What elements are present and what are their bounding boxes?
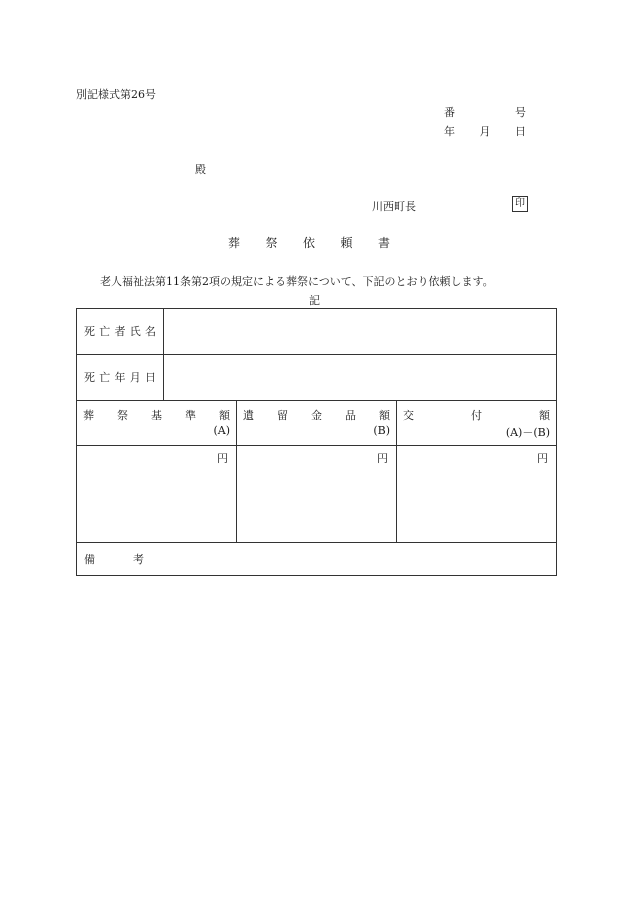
label-char: 名 [145, 325, 156, 338]
label-char: 額 [379, 409, 390, 422]
funeral-standard-label [83, 407, 230, 423]
label-char: 亡 [99, 371, 111, 384]
label-char: 祭 [117, 409, 128, 422]
grant-amount-field[interactable] [397, 446, 557, 543]
yen-unit: 円 [537, 452, 549, 465]
label-char: 備 [84, 553, 95, 566]
title-char: 祭 [265, 236, 278, 250]
document-title [228, 234, 390, 251]
number-suffix: 号 [515, 106, 526, 119]
label-char: 死 [84, 325, 95, 338]
remarks-label [77, 543, 144, 567]
estate-amount-field[interactable] [237, 446, 397, 543]
label-char: 額 [219, 409, 230, 422]
funeral-standard-header [77, 401, 237, 446]
label-char: 者 [114, 325, 126, 338]
label-char: 付 [471, 409, 482, 422]
yen-unit: 円 [217, 452, 228, 465]
request-form-table [76, 308, 557, 576]
label-char: 月 [129, 371, 141, 384]
estate-sub: (B) [373, 424, 390, 437]
form-number: 別記様式第26号 [76, 88, 156, 101]
title-char: 依 [302, 236, 315, 250]
grant-label [403, 407, 550, 423]
grant-sub: (A)－(B) [505, 426, 551, 439]
label-char: 葬 [83, 409, 94, 422]
seal-mark: 印 [512, 196, 528, 212]
label-char: 金 [311, 409, 322, 422]
label-char: 亡 [99, 325, 111, 338]
request-statement: 老人福祉法第11条第2項の規定による葬祭について、下記のとおり依頼します。 [100, 275, 494, 288]
label-char: 死 [84, 371, 95, 384]
date-line [444, 123, 526, 139]
death-date-label [77, 355, 163, 400]
estate-label [243, 407, 390, 423]
month-label: 月 [479, 125, 491, 138]
deceased-name-label-cell [77, 309, 164, 355]
remarks-field[interactable] [77, 543, 557, 576]
deceased-name-label [77, 309, 163, 354]
label-char: 考 [133, 553, 144, 566]
label-char: 遺 [243, 409, 254, 422]
label-char: 品 [345, 409, 356, 422]
amount-header-row [77, 401, 557, 446]
deceased-name-field[interactable] [164, 309, 557, 355]
title-char: 書 [377, 236, 390, 250]
death-date-row [77, 355, 557, 401]
label-char: 留 [277, 409, 288, 422]
ki-heading: 記 [309, 294, 320, 307]
funeral-standard-amount-field[interactable] [77, 446, 237, 543]
estate-header [237, 401, 397, 446]
death-date-field[interactable] [164, 355, 557, 401]
grant-header [397, 401, 557, 446]
label-char: 氏 [129, 325, 141, 338]
remarks-row [77, 543, 557, 576]
issuer-name: 川西町長 [372, 200, 416, 213]
label-char: 交 [403, 409, 414, 422]
death-date-label-cell [77, 355, 164, 401]
label-char: 日 [145, 371, 156, 384]
year-label: 年 [444, 125, 455, 138]
amount-value-row [77, 446, 557, 543]
label-char: 額 [539, 409, 550, 422]
document-number-line [444, 104, 526, 120]
number-label: 番 [444, 106, 455, 119]
addressee-suffix: 殿 [195, 163, 206, 176]
title-char: 頼 [340, 236, 353, 250]
label-char: 基 [151, 409, 162, 422]
funeral-standard-sub: (A) [213, 424, 230, 437]
label-char: 準 [185, 409, 196, 422]
deceased-name-row [77, 309, 557, 355]
day-label: 日 [515, 125, 526, 138]
title-char: 葬 [228, 236, 241, 250]
yen-unit: 円 [377, 452, 388, 465]
label-char: 年 [114, 371, 126, 384]
